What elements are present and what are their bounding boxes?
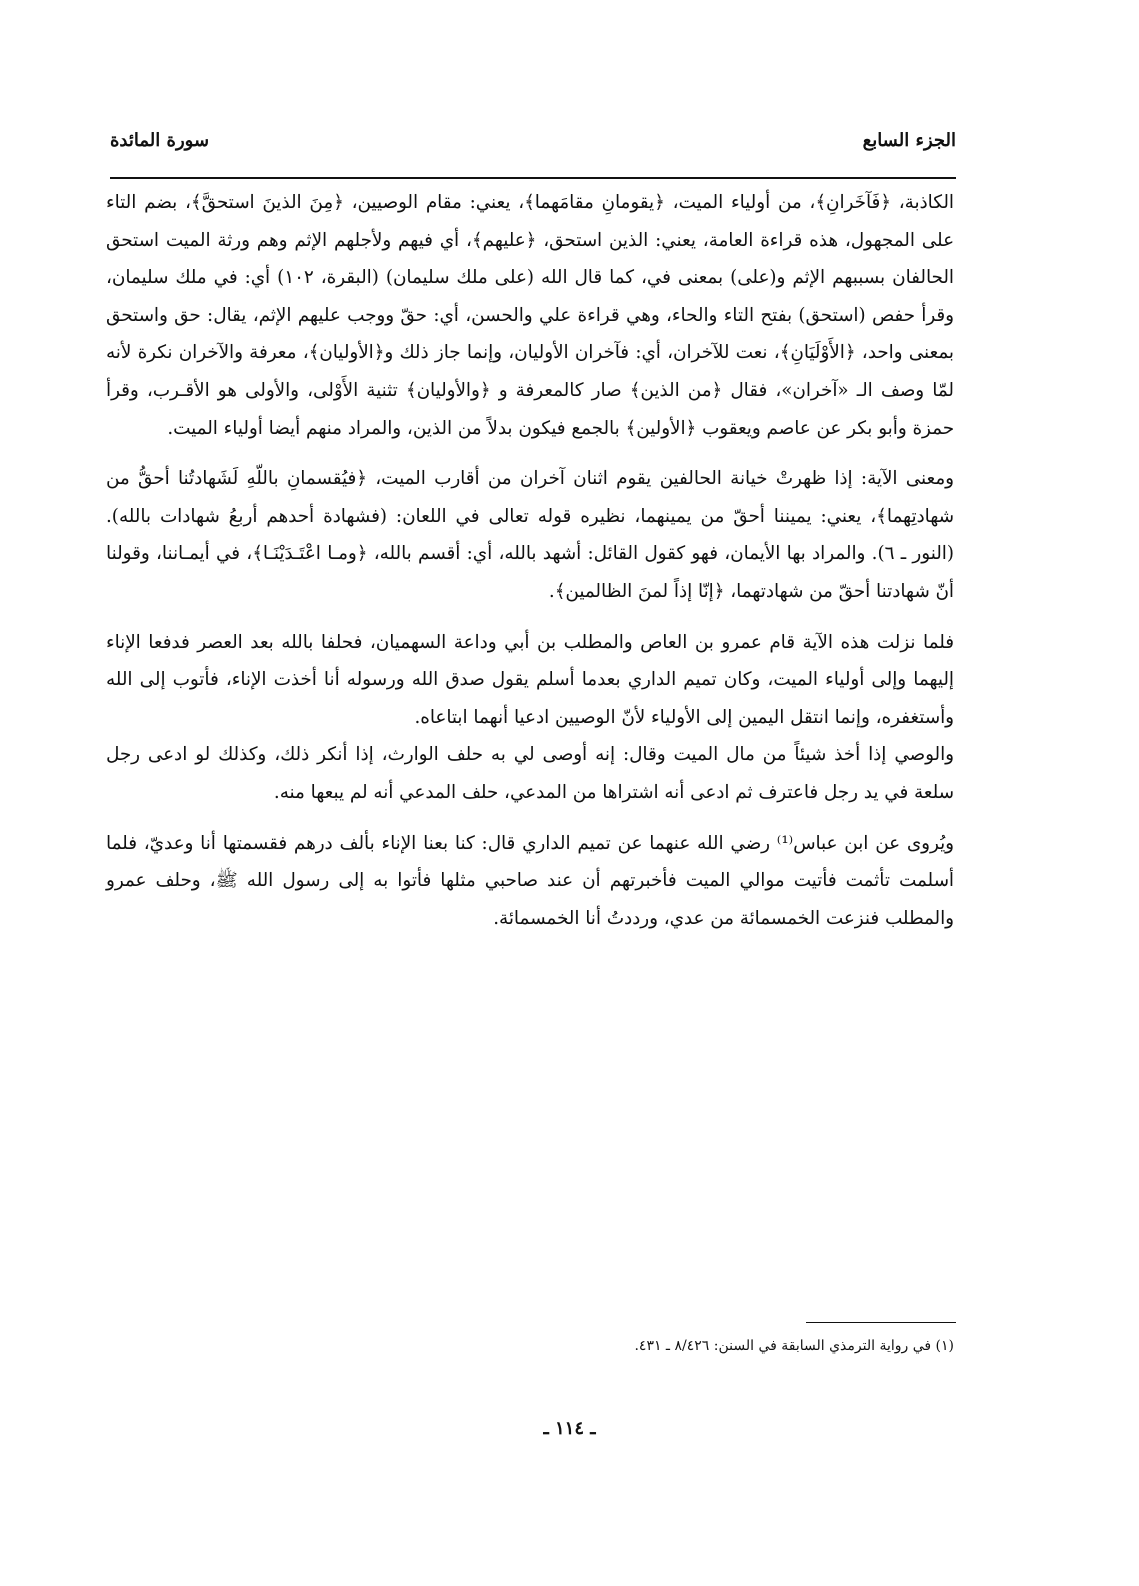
footnote-divider	[806, 1322, 956, 1323]
running-header	[110, 130, 956, 164]
surah-title: سورة المائدة	[110, 130, 210, 151]
footnote: (١) في رواية الترمذي السابقة في السنن: ٨/٤٢٦ ـ ٤٣١.	[634, 1338, 954, 1354]
paragraph-5: ويُروى عن ابن عباس⁽¹⁾ رضي الله عنهما عن تميم الداري قال: كنا بعنا الإناء بألف درهم فقسمتها أنا وعديّ، فلما أسلمت تأثمت فأتيت موالي الميت فأخبرتهم أن عند صاحبي مثلها فأتوا به إلى رسول الله ﷺ، وحلف عمرو والمطلب فنزعت الخمسمائة من عدي، ورددتُ أنا الخمسمائة.	[106, 832, 954, 929]
paragraph-2: ومعنى الآية: إذا ظهرتْ خيانة الحالفين يقوم اثنان آخران من أقارب الميت، ﴿فيُقسمانِ باللّهِ لَشَهادتُنا أحقُّ من شهادتِهما﴾، يعني: يميننا أحقّ من يمينهما، نظيره قوله تعالى في اللعان: (فشهادة أحدهم أربعُ شهادات بالله). (النور ـ ٦). والمراد بها الأيمان، فهو كقول القائل: أشهد بالله، أي: أقسم بالله، ﴿ومـا اعْتَـدَيْنَـا﴾، في أيمـاننا، وقولنا أنّ شهادتنا أحقّ من شهادتهما، ﴿إنّا إذاً لمنَ الظالمين﴾.	[106, 468, 954, 602]
paragraph-1: الكاذبة، ﴿فَآخَرانِ﴾، من أولياء الميت، ﴿يقومانِ مقامَهما﴾، يعني: مقام الوصيين، ﴿مِنَ الذينَ استحقَّ﴾، بضم التاء على المجهول، هذه قراءة العامة، يعني: الذين استحق، ﴿عليهم﴾، أي فيهم ولأجلهم الإثم وهم ورثة الميت استحق الحالفان بسببهم الإثم و(على) بمعنى في، كما قال الله (على ملك سليمان) (البقرة، ١٠٢) أي: في ملك سليمان، وقرأ حفص (استحق) بفتح التاء والحاء، وهي قراءة علي والحسن، أي: حقّ ووجب عليهم الإثم، يقال: حق واستحق بمعنى واحد، ﴿الأَوْلَيَانِ﴾، نعت للآخران، أي: فآخران الأوليان، وإنما جاز ذلك و﴿الأوليان﴾، معرفة والآخران نكرة لأنه لمّا وصف الـ «آخران»، فقال ﴿من الذين﴾ صار كالمعرفة و ﴿والأوليان﴾ تثنية الأَوْلى، والأولى هو الأقـرب، وقرأ حمزة وأبو بكر عن عاصم ويعقوب ﴿الأولين﴾ بالجمع فيكون بدلاً من الذين، والمراد منهم أيضا أولياء الميت.	[106, 192, 954, 439]
part-title: الجزء السابع	[862, 130, 956, 151]
page-number: ـ ١١٤ ـ	[543, 1418, 596, 1439]
main-text	[106, 184, 954, 937]
paragraph-3: فلما نزلت هذه الآية قام عمرو بن العاص والمطلب بن أبي وداعة السهميان، فحلفا بالله بعد العصر فدفعا الإناء إليهما وإلى أولياء الميت، وكان تميم الداري بعدما أسلم يقول صدق الله ورسوله أنا أخذت الإناء، فأتوب إلى الله وأستغفره، وإنما انتقل اليمين إلى الأولياء لأنّ الوصيين ادعيا أنهما ابتاعاه.	[106, 631, 954, 728]
paragraph-4: والوصي إذا أخذ شيئاً من مال الميت وقال: إنه أوصى لي به حلف الوارث، إذا أنكر ذلك، وكذلك لو ادعى رجل سلعة في يد رجل فاعترف ثم ادعى أنه اشتراها من المدعي، حلف المدعي أنه لم يبعها منه.	[106, 744, 954, 803]
header-divider	[110, 177, 956, 179]
